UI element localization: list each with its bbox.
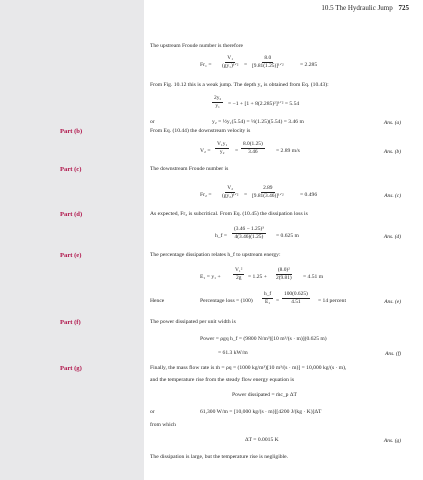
hence-label: Hence xyxy=(150,298,165,304)
pct-dissipation-text: The percentage dissipation relates h_f to upstream energy: xyxy=(150,252,281,258)
fr2-fraction xyxy=(220,186,240,200)
fr1-denominator: (gy₁)¹ᐟ² xyxy=(222,63,239,70)
fr1-value-denominator: [9.81(1.25)]¹ᐟ² xyxy=(252,63,284,70)
fr2-numerator: V₂ xyxy=(225,186,235,193)
answer-a: Ans. (a) xyxy=(383,120,401,126)
weak-jump-text: From Fig. 10.12 this is a weak jump. The depth y₂ is obtained from Eq. (10.43): xyxy=(150,82,329,88)
energy-equation: 61,300 W/m = [10,000 kg/(s · m)][4200 J/(kg · K)]ΔT xyxy=(200,409,322,415)
depth-ratio-fraction xyxy=(212,96,223,110)
downstream-froude-text: The downstream Froude number is xyxy=(150,166,229,172)
fr1-fraction-values xyxy=(250,56,286,70)
intro-text: The upstream Froude number is therefore xyxy=(150,43,244,49)
mass-flow-line-1: Finally, the mass flow rate is ṁ = ρq = (1000 kg/m³)[10 m³/(s · m)] = 10,000 kg/(s · m), xyxy=(150,365,347,371)
e1-numerator: V₁² xyxy=(233,268,244,275)
e1-value-denominator: 2(9.81) xyxy=(276,275,292,282)
downstream-velocity-text: From Eq. (10.44) the downstream velocity is xyxy=(150,128,251,134)
v2-numerator: V₁y₁ xyxy=(215,142,229,149)
pct-denominator: E₁ xyxy=(265,299,271,306)
answer-f: Ans. (f) xyxy=(385,351,401,357)
power-intro-text: The power dissipated per unit width is xyxy=(150,319,236,325)
hf-denominator: 4(3.46)(1.25) xyxy=(234,234,264,241)
v2-fraction xyxy=(215,142,229,156)
e1-lhs: E₁ = y₁ + xyxy=(200,274,221,280)
hf-numerator: (3.46 − 1.25)³ xyxy=(232,227,266,234)
e1-fraction-values xyxy=(274,268,294,282)
e1-result: = 4.51 m xyxy=(303,274,324,280)
part-g-label: Part (g) xyxy=(60,365,82,372)
subcritical-text: As expected, Fr₂ is subcritical. From Eq. (10.45) the dissipation loss is xyxy=(150,211,308,217)
v2-lhs: V₂ = xyxy=(200,148,211,154)
fr2-result: = 0.496 xyxy=(300,192,318,198)
v2-equals: = xyxy=(235,148,239,154)
hf-result: = 0.625 m xyxy=(276,233,299,239)
pct-result: = 14 percent xyxy=(318,298,347,304)
mass-flow-line-2: and the temperature rise from the steady flow energy equation is xyxy=(150,377,295,383)
part-d-label: Part (d) xyxy=(60,211,83,218)
depth-ratio-numerator: 2y₂ xyxy=(212,96,223,103)
fr1-numerator: V₁ xyxy=(225,56,235,63)
from-which-label: from which xyxy=(150,422,176,428)
fr2-denominator: (gy₂)¹ᐟ² xyxy=(222,193,239,200)
fr1-lhs: Fr₁ = xyxy=(200,62,212,68)
fr2-equals: = xyxy=(244,192,248,198)
fr2-value-denominator: [9.81(3.46)]¹ᐟ² xyxy=(252,193,284,200)
power-result: = 61.3 kW/m xyxy=(218,350,248,356)
pct-lhs: Percentage loss = (100) xyxy=(200,298,253,304)
v2-value-denominator: 3.46 xyxy=(248,149,258,156)
hf-fraction xyxy=(232,227,266,241)
e1-fraction xyxy=(233,268,244,282)
fr2-lhs: Fr₂ = xyxy=(200,192,212,198)
section-title: 10.5 The Hydraulic Jump xyxy=(321,4,393,12)
power-dissipated-eq: Power dissipated = ṁc_p ΔT xyxy=(232,392,297,398)
fr1-value-numerator: 8.0 xyxy=(262,56,273,63)
fr1-equals: = xyxy=(244,62,248,68)
depth-ratio-denominator: y₁ xyxy=(215,103,220,110)
part-b-label: Part (b) xyxy=(60,128,83,135)
y2-equation: y₂ = ½y₁(5.54) = ½(1.25)(5.54) = 3.46 m xyxy=(212,119,304,125)
page-number: 725 xyxy=(398,4,409,12)
v2-denominator: y₂ xyxy=(219,149,225,156)
answer-g: Ans. (g) xyxy=(383,438,401,444)
conclusion-text: The dissipation is large, but the temperature rise is negligible. xyxy=(150,454,288,460)
pct-fraction xyxy=(262,292,273,306)
answer-d: Ans. (d) xyxy=(383,234,401,240)
v2-value-numerator: 8.0(1.25) xyxy=(241,142,265,149)
answer-c: Ans. (c) xyxy=(384,193,401,199)
fr2-value-numerator: 2.89 xyxy=(261,186,274,193)
or-label-1: or xyxy=(150,119,155,125)
v2-result: = 2.89 m/s xyxy=(276,148,300,154)
e1-value-numerator: (8.0)² xyxy=(276,268,292,275)
fr2-fraction-values xyxy=(250,186,286,200)
e1-denominator: 2g xyxy=(236,275,242,282)
fr1-result: = 2.285 xyxy=(300,62,318,68)
pct-equals: = xyxy=(276,298,280,304)
answer-b: Ans. (b) xyxy=(383,149,401,155)
part-f-label: Part (f) xyxy=(60,319,81,326)
part-c-label: Part (c) xyxy=(60,166,82,173)
part-e-label: Part (e) xyxy=(60,252,82,259)
running-header xyxy=(321,4,409,12)
or-label-2: or xyxy=(150,409,155,415)
hf-lhs: h_f = xyxy=(215,233,228,239)
margin-sidebar xyxy=(0,0,144,480)
pct-value-denominator: 4.51 xyxy=(291,299,301,306)
pct-fraction-values xyxy=(282,292,310,306)
delta-t-result: ΔT = 0.0015 K xyxy=(245,437,279,443)
answer-e: Ans. (e) xyxy=(384,299,401,305)
fr1-fraction xyxy=(220,56,240,70)
v2-fraction-values xyxy=(241,142,265,156)
power-equation: Power = ρgq h_f = (9800 N/m³)[10 m³/(s · m)](0.625 m) xyxy=(200,336,327,342)
pct-value-numerator: 100(0.625) xyxy=(282,292,310,299)
e1-middle: = 1.25 + xyxy=(248,274,267,280)
pct-numerator: h_f xyxy=(262,292,273,299)
depth-ratio-rhs: = −1 + [1 + 8(2.285)²]¹ᐟ² = 5.54 xyxy=(228,101,300,107)
